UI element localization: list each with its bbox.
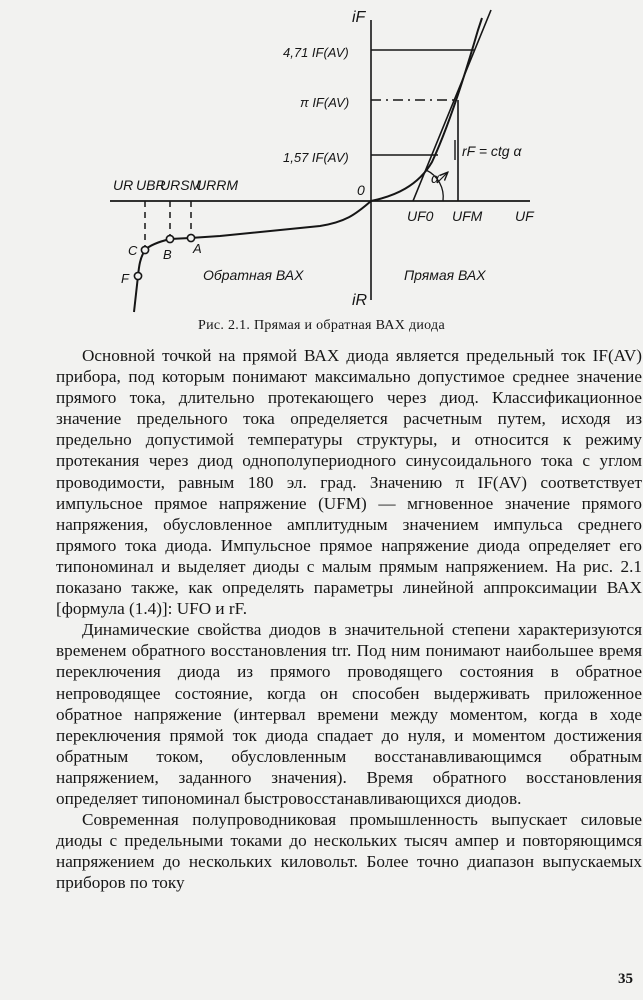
label-urrm: URRM xyxy=(196,177,238,193)
label-level-471: 4,71 IF(AV) xyxy=(283,45,349,60)
figure-caption: Рис. 2.1. Прямая и обратная ВАХ диода xyxy=(197,318,445,333)
forward-curve xyxy=(371,18,482,201)
iv-diagram xyxy=(0,0,643,325)
label-if: iF xyxy=(352,9,366,26)
label-point-b: B xyxy=(163,247,172,262)
body-text xyxy=(56,345,642,893)
paragraph-1: Основной точкой на прямой ВАХ диода является предельный ток IF(AV) прибора, под которым понимают максимально допустимое среднее значение прямого тока, длительно протекающего через диод. Классификационное значение предельного тока определяется расчетным путем, исходя из предельно допустимой температуры структуры, и относится к режиму протекания через диод однополупериодного синусоидального тока с углом проводимости, равным 180 эл. град. Значению π IF(AV) соответствует импульсное прямое напряжение (UFM) — мгновенное значение прямого напряжения, обусловленное амплитудным значением импульса среднего прямого тока диода. Импульсное прямое напряжение диода определяет его типономинал и выделяет диоды с малым прямым напряжением. На рис. 2.1 показано также, как определять параметры линейной аппроксимации ВАХ [формула (1.4)]: UFO и rF. xyxy=(56,346,642,619)
label-point-c: C xyxy=(128,243,138,258)
paragraph-2: Динамические свойства диодов в значительной степени характеризуются временем обратного восстановления trr. Под ним понимают наибольшее время переключения диода из прямого проводящего состояния в обратное непроводящее состояние, когда он способен выдерживать приложенное обратное напряжение (интервал времени между моментом, когда в ходе переключения прямой ток диода спадает до нуля, и моментом достижения обратным током, обусловленным восстанавливающимся обратным напряжением, заданного значения). Время обратного восстановления определяет типономинал быстровосстанавливающихся диодов. xyxy=(56,620,642,808)
point-b xyxy=(166,235,173,242)
label-ur: UR xyxy=(113,177,134,193)
point-f xyxy=(134,272,141,279)
label-point-a: A xyxy=(193,241,202,256)
label-ufm: UFM xyxy=(452,208,483,224)
label-ursm: URSM xyxy=(160,177,202,193)
label-origin: 0 xyxy=(357,182,365,198)
label-forward-region: Прямая ВАХ xyxy=(404,267,486,283)
label-ir: iR xyxy=(352,292,368,309)
label-ubr: UBR xyxy=(136,177,166,193)
page-number: 35 xyxy=(618,971,633,987)
point-c xyxy=(141,246,148,253)
iv-characteristic-figure xyxy=(0,0,643,325)
label-uf: UF xyxy=(515,208,534,224)
label-rf: rF = ctg α xyxy=(462,143,522,159)
label-reverse-region: Обратная ВАХ xyxy=(203,267,304,283)
paragraph-3: Современная полупроводниковая промышленность выпускает силовые диоды с предельными токами до нескольких тысяч ампер и повторяющимся напряжением до нескольких киловольт. Более точно диапазон выпускаемых приборов по току xyxy=(56,810,642,893)
label-uf0: UF0 xyxy=(407,208,434,224)
label-level-pi: π IF(AV) xyxy=(300,95,350,110)
label-level-157: 1,57 IF(AV) xyxy=(283,150,349,165)
label-alpha: α xyxy=(431,170,439,186)
linear-approximation xyxy=(413,10,491,201)
label-point-f: F xyxy=(121,271,129,286)
